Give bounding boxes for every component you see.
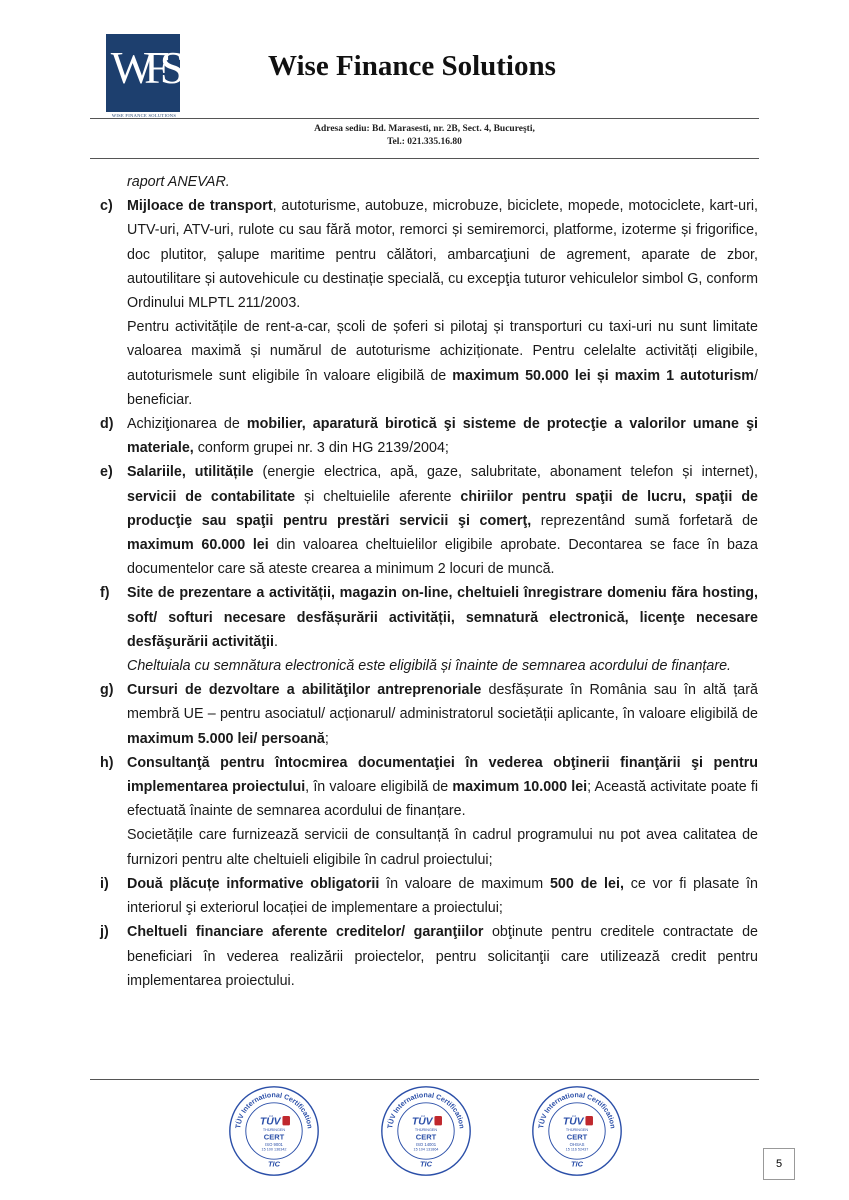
badge-number: 15 116 52437 [565,1147,589,1152]
bold-term: Cursuri de dezvoltare a abilităţilor antreprenoriale [127,682,482,699]
item-text [127,194,758,315]
item-text-part: Pentru activitățile de rent-a-car, școli de șoferi si pilotaj și transporturi cu taxi-uri nu sunt limitate valoarea maximă și numărul de autoturisme achiziționate. Pentru celelalte activități eligibile, autoturismele sunt eligibile în valoare eligibilă de [127,319,758,384]
bold-term: Cheltueli financiare aferente creditelor/ garanţiilor [127,924,484,941]
badge-brand: TÜV [562,1116,584,1128]
footer-divider [90,1079,759,1080]
item-label: i) [100,875,109,892]
item-text [127,920,758,993]
company-logo [106,34,180,112]
badge-standard: OHSAS [569,1142,585,1148]
logo-caption: WISE FINANCE SOLUTIONS [111,113,177,118]
badge-cert: CERT [263,1132,285,1142]
item-note: Cheltuiala cu semnătura electronică este eligibilă și înainte de semnarea acordului de finanțare. [127,658,732,675]
list-item-i [90,872,758,920]
item-label: e) [100,464,113,481]
item-text [127,412,758,460]
item-text-part: reprezentând sumă forfetară de [531,512,758,529]
item-text-part: (energie electrica, apă, gaze, salubritate, abonament telefon și internet), [253,464,758,481]
item-text [127,872,758,920]
company-name: Wise Finance Solutions [268,50,556,82]
item-text-part: . [274,633,278,650]
bold-term: maximum 5.000 lei/ persoană [127,730,325,747]
item-text-part: ce vor fi plasate în interiorul şi exteriorul locației de implementare a proiectului; [127,875,758,917]
certification-seal-icon [227,1084,321,1178]
item-text-part: , în valoare eligibilă de [305,779,453,796]
badge-tic: TIC [419,1159,433,1169]
item-text [127,581,758,654]
item-text-part: , autoturisme, autobuze, microbuze, biciclete, mopede, motociclete, kart-uri, UTV-uri, ATV-uri, rulote cu sau fără motor, remorci și semiremorci, platforme, izoterme și frigorifice, doc plutitor, șalupe maritime pentru călători, ambarcaţiuni de agrement, aparate de zbor, autoutilitare și autovehicule cu destinație specială, cu excepţia tuturor vehiculelor simbol G, conform Ordinului MLPTL 211/2003. [127,198,758,312]
list-item-e [90,460,758,581]
badge-brand: TÜV [259,1116,281,1128]
document-body [90,170,758,993]
item-label: d) [100,416,114,433]
badge-tic: TIC [570,1159,584,1169]
item-text-part: ; Această activitate poate fi efectuată înainte de semnarea acordului de finanțare. [127,779,758,820]
item-text [127,751,758,824]
badge-ring-text: TÜV International Certification [538,1092,616,1130]
item-paragraph: Societățile care furnizează servicii de consultanță în cadrul programului nu pot avea calitatea de furnizori pentru alte cheltuieli eligibile în cadrul proiectului; [127,827,758,868]
address-line: Adresa sediu: Bd. Marasesti, nr. 2B, Sect. 4, Bucureşti, [314,124,535,134]
phone-line: Tel.: 021.335.16.80 [387,137,462,147]
item-text-part: în valoare de maximum [379,875,550,892]
badge-ring-text: TÜV International Certification [235,1092,313,1130]
badge-number: 15 100 136342 [261,1147,287,1152]
badge-tic: TIC [267,1159,281,1169]
list-item-j [90,920,758,993]
item-text-part: obţinute pentru creditele contractate de beneficiari în vederea realizării proiectelor, pentru solicitanţii care utilizează credit pentru implementarea proiectului. [127,924,758,989]
tuv-ohsas-badge [530,1084,624,1178]
tuv-iso9001-badge [227,1084,321,1178]
intro-fragment: raport ANEVAR. [127,174,230,190]
badge-region: THÜRINGEN [565,1128,589,1132]
bold-term: maximum 50.000 lei și maxim 1 autoturism [452,367,755,384]
badge-region: THÜRINGEN [262,1128,286,1132]
certification-seal-icon [379,1084,473,1178]
badge-number: 15 104 131864 [413,1147,439,1152]
item-label: g) [100,682,114,699]
badge-cert: CERT [415,1132,437,1142]
tuv-iso14001-badge [379,1084,473,1178]
bold-term: servicii de contabilitate [127,488,296,505]
bold-term: Consultanţă pentru întocmirea documentaţiei în vederea obţinerii finanţării şi pentru implementarea proiectului [127,754,758,796]
bold-term: chiriilor pentru spaţii de lucru, spaţii de producţie sau spaţii pentru prestări servicii şi comerţ, [127,488,758,529]
bold-term: Salariile, utilitățile [127,464,254,481]
logo-letters: WFS [110,42,176,93]
item-paragraph [127,315,758,412]
page-number: 5 [763,1148,795,1180]
item-text-part: ; [324,730,329,747]
badge-standard: ISO 9001 [265,1142,283,1148]
bold-term: Site de prezentare a activității, magazin on-line, cheltuieli înregistrare domeniu făra hosting, soft/ softuri necesare desfășurării activității, semnatură electronică, licenţe necesare desfăşurării activităţii [127,585,758,650]
item-text-part: Achiziţionarea de [127,416,247,433]
item-label: f) [100,585,110,602]
badge-cert: CERT [566,1132,588,1142]
item-text-part: din valoarea cheltuielilor eligibile aprobate. Decontarea se face în baza documentelor care să ateste crearea a minimum 2 locuri de muncă. [127,537,758,578]
badge-brand: TÜV [411,1116,433,1128]
bold-term: Două plăcuțe informative obligatorii [127,875,380,892]
item-label: h) [100,754,114,771]
list-item-h [90,751,758,872]
list-item-c [90,194,758,412]
item-label: c) [100,198,113,215]
header-divider-bottom [90,158,759,159]
badge-ring-text: TÜV International Certification [387,1092,465,1130]
list-item-d [90,412,758,460]
item-text-part: și cheltuielile aferente [295,488,461,505]
certification-seal-icon [530,1084,624,1178]
item-text-part: desfășurate în România sau în altă țară membră UE – pentru asociatul/ acționarul/ administratorul societății aplicante, în valoare eligibilă de [127,682,758,723]
item-label: j) [100,924,109,941]
list-item-f [90,581,758,678]
bold-term: mobilier, aparatură birotică şi sisteme de protecţie a valorilor umane şi materiale, [127,416,758,457]
item-text [127,460,758,581]
badge-standard: ISO 14001 [415,1142,437,1148]
header-divider-top [90,118,759,119]
bold-term: maximum 10.000 lei [452,779,588,796]
item-text-part: conform grupei nr. 3 din HG 2139/2004; [193,440,449,457]
bold-term: maximum 60.000 lei [127,537,269,554]
list-item-g [90,678,758,751]
item-text-part: / beneficiar. [127,367,758,408]
bold-term: Mijloace de transport [127,198,273,215]
badge-region: THÜRINGEN [414,1128,438,1132]
bold-term: 500 de lei, [549,875,624,892]
item-text [127,678,758,751]
